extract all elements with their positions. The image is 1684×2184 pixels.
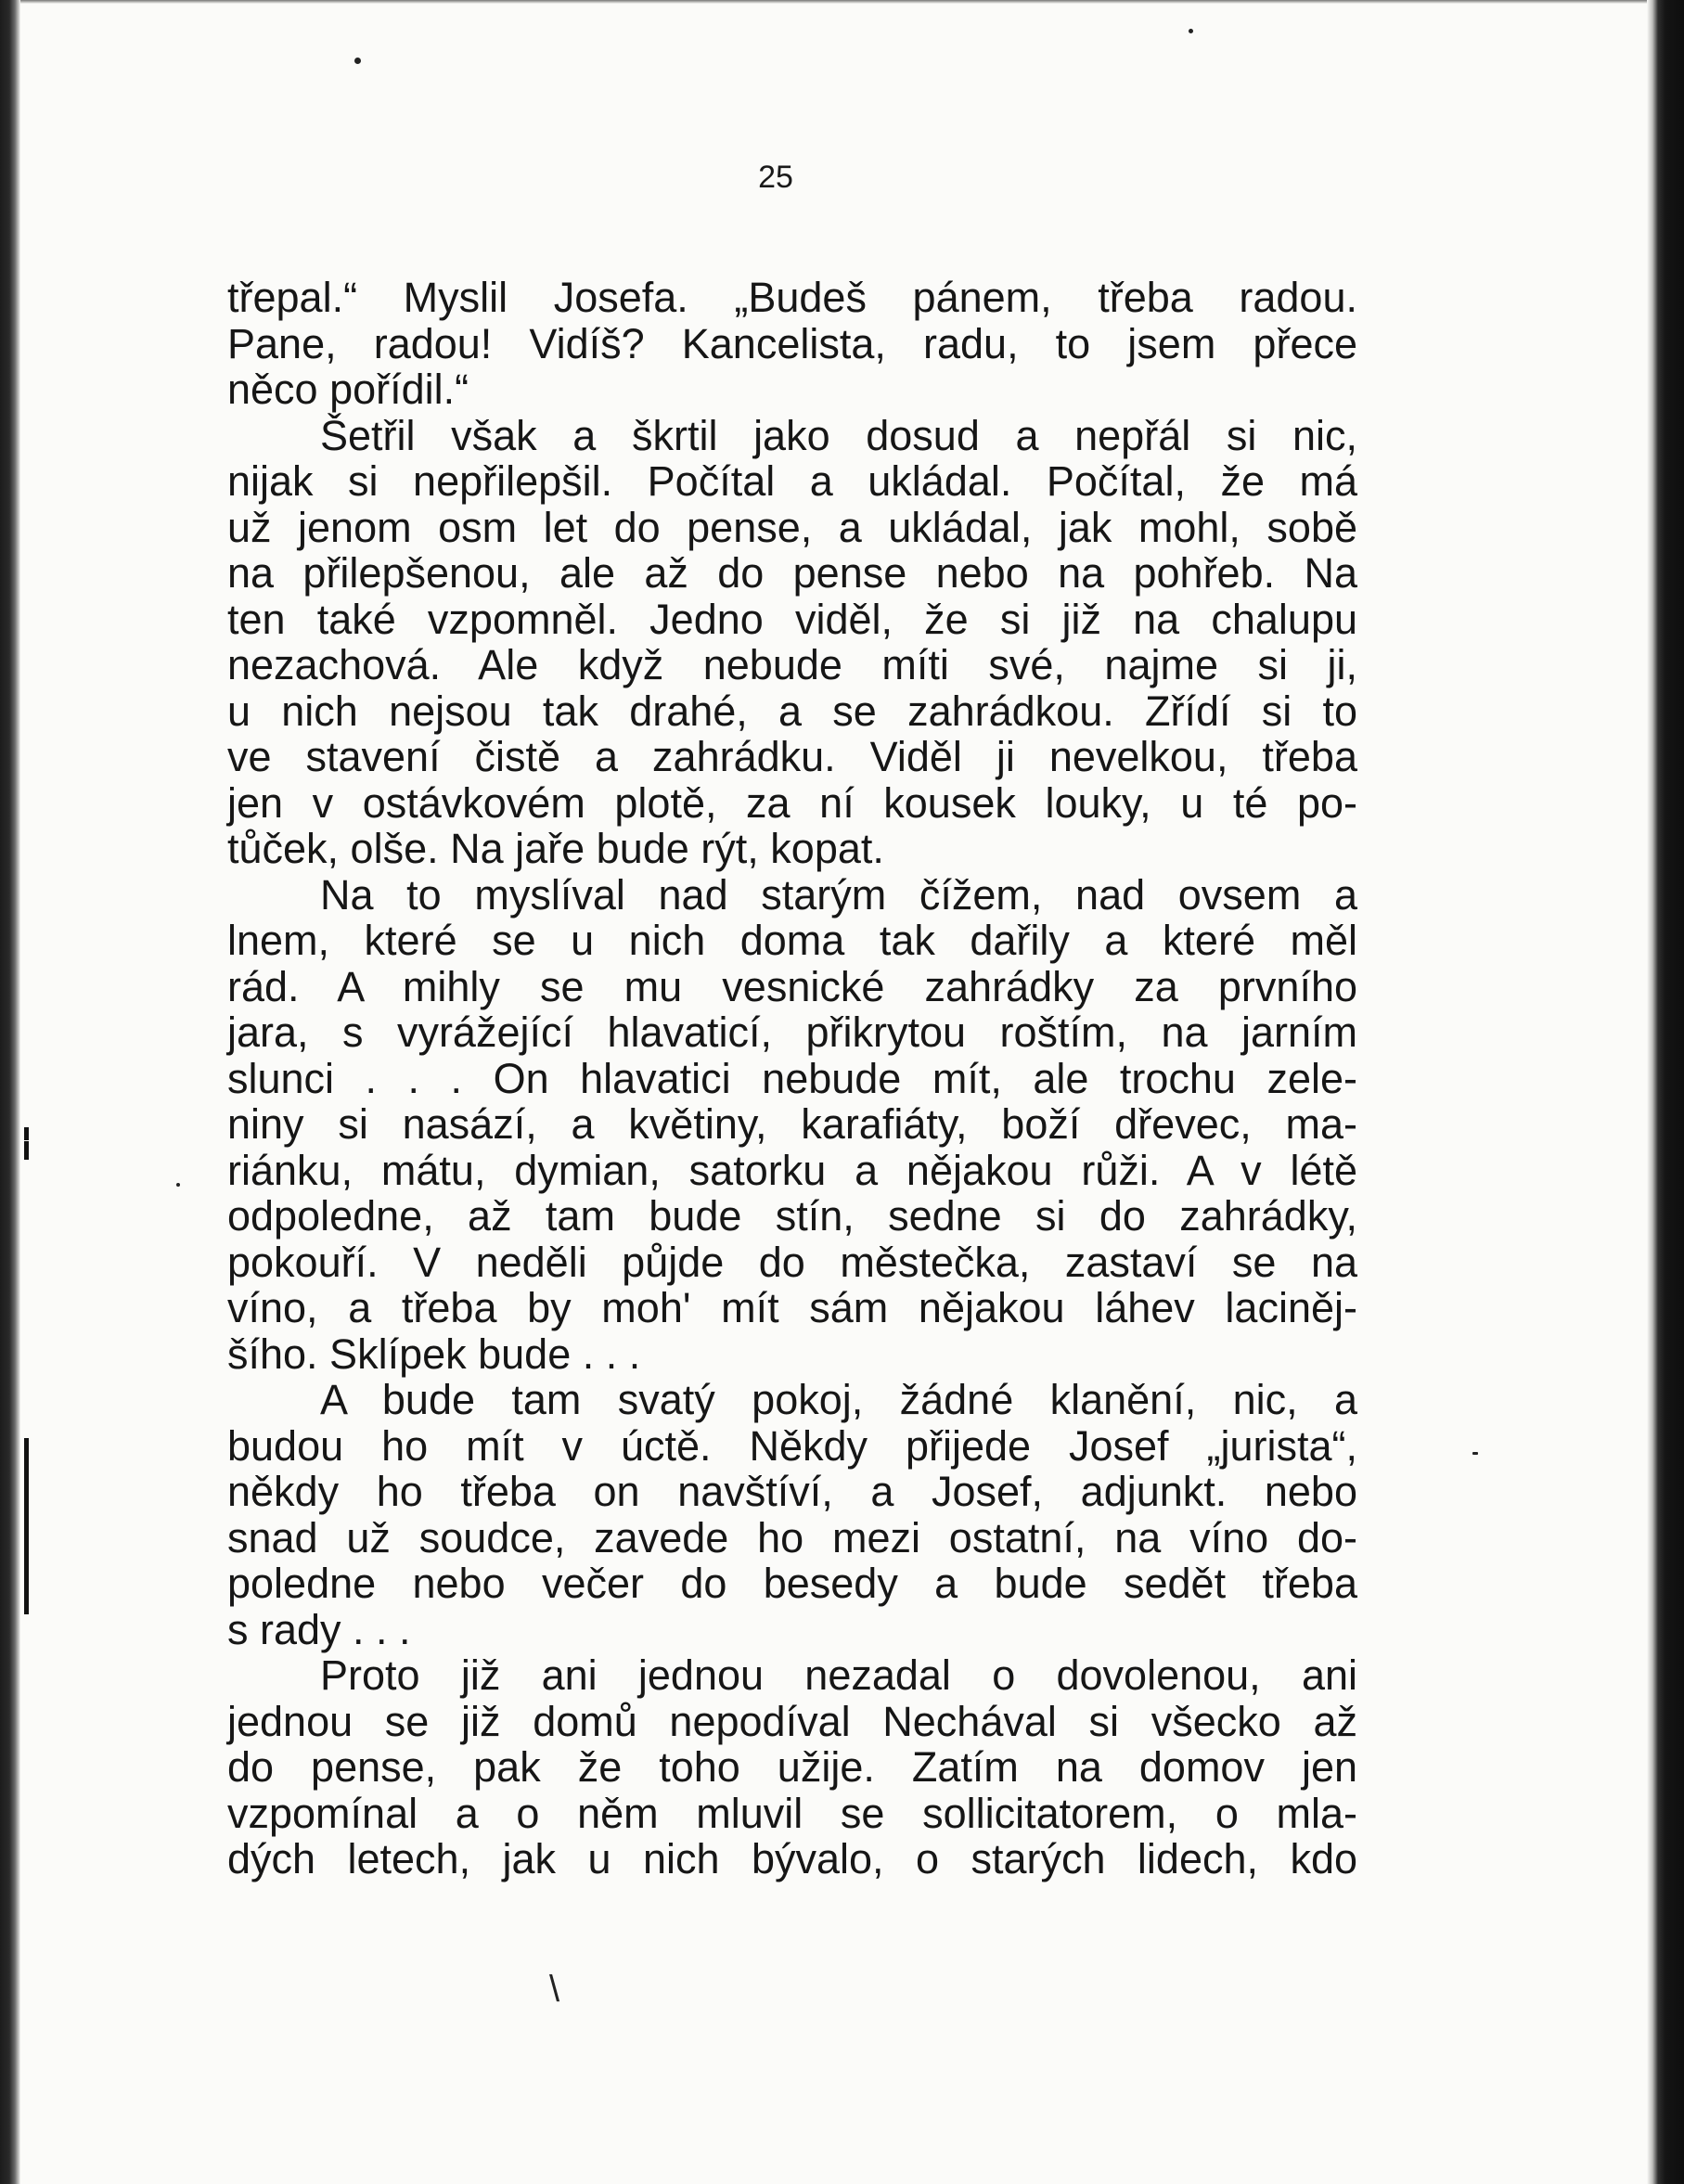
text-line: Proto již ani jednou nezadal o dovolenou, ani (320, 1651, 1357, 1699)
paragraph (227, 1652, 1357, 1882)
text-line: budou ho mít v úctě. Někdy přijede Josef „jurista“, (227, 1421, 1357, 1470)
text-line: riánku, mátu, dymian, satorku a nějakou růži. A v létě (227, 1146, 1357, 1194)
paragraph (227, 413, 1357, 872)
scan-top-edge (20, 0, 1647, 4)
scan-speck (1472, 1452, 1478, 1455)
text-line: pokouří. V neděli půjde do městečka, zastaví se na (227, 1238, 1357, 1286)
text-line: slunci . . . On hlavatici nebude mít, ale trochu zele- (227, 1054, 1357, 1102)
text-line: Šetřil však a škrtil jako dosud a nepřál si nic, (320, 411, 1357, 459)
text-line: nezachová. Ale když nebude míti své, najme si ji, (227, 641, 1357, 688)
text-line: tůček, olše. Na jaře bude rýt, kopat. (227, 825, 884, 872)
scan-speck (176, 1183, 180, 1187)
text-line: snad už soudce, zavede ho mezi ostatní, na víno do- (227, 1513, 1357, 1561)
text-line: Pane, radou! Vidíš? Kancelista, radu, to jsem přece (227, 319, 1357, 367)
text-line: dých letech, jak u nich bývalo, o starých lidech, kdo (227, 1835, 1357, 1882)
page-number: 25 (758, 160, 793, 195)
text-line: s rady . . . (227, 1605, 411, 1653)
stray-mark: \ (549, 1969, 560, 2010)
text-line: něco pořídil.“ (227, 366, 469, 413)
text-line: u nich nejsou tak drahé, a se zahrádkou. Zřídí si to (227, 687, 1357, 735)
scan-right-edge (1647, 0, 1684, 2184)
scan-speck (1189, 29, 1193, 33)
text-line: niny si nasází, a květiny, karafiáty, boží dřevec, ma- (227, 1100, 1357, 1148)
text-line: už jenom osm let do pense, a ukládal, jak mohl, sobě (227, 503, 1357, 551)
scan-speck (354, 58, 361, 64)
text-line: vzpomínal a o něm mluvil se sollicitatorem, o mla- (227, 1789, 1357, 1837)
paragraph (227, 1377, 1357, 1652)
scan-mark (24, 1127, 29, 1140)
text-line: ve stavení čistě a zahrádku. Viděl ji nevelkou, třeba (227, 733, 1357, 780)
text-line: lnem, které se u nich doma tak dařily a které měl (227, 917, 1357, 964)
text-line: víno, a třeba by moh' mít sám nějakou láhev laciněj- (227, 1284, 1357, 1331)
text-line: ten také vzpomněl. Jedno viděl, že si již na chalupu (227, 595, 1357, 643)
text-line: někdy ho třeba on navštíví, a Josef, adjunkt. nebo (227, 1468, 1357, 1515)
text-body (227, 275, 1357, 1882)
text-line: třepal.“ Myslil Josefa. „Budeš pánem, třeba radou. (227, 274, 1357, 321)
paragraph (227, 872, 1357, 1378)
text-line: do pense, pak že toho užije. Zatím na domov jen (227, 1743, 1357, 1791)
text-line: nijak si nepřilepšil. Počítal a ukládal. Počítal, že má (227, 457, 1357, 505)
text-line: jednou se již domů nepodíval Nechával si všecko až (227, 1697, 1357, 1745)
scan-mark (24, 1141, 29, 1160)
scan-left-edge (0, 0, 20, 2184)
text-line: odpoledne, až tam bude stín, sedne si do zahrádky, (227, 1192, 1357, 1240)
text-line: A bude tam svatý pokoj, žádné klanění, nic, a (320, 1376, 1357, 1423)
scan-mark (24, 1438, 29, 1614)
text-line: jen v ostávkovém plotě, za ní kousek louky, u té po- (227, 778, 1357, 827)
text-line: poledne nebo večer do besedy a bude sedět třeba (227, 1560, 1357, 1607)
paragraph (227, 275, 1357, 413)
text-line: rád. A mihly se mu vesnické zahrádky za prvního (227, 962, 1357, 1010)
text-line: šího. Sklípek bude . . . (227, 1330, 641, 1378)
text-line: na přilepšenou, ale až do pense nebo na pohřeb. Na (227, 549, 1357, 597)
text-line: jara, s vyrážející hlavaticí, přikrytou roštím, na jarním (227, 1008, 1357, 1056)
text-line: Na to myslíval nad starým čížem, nad ovsem a (320, 870, 1357, 919)
